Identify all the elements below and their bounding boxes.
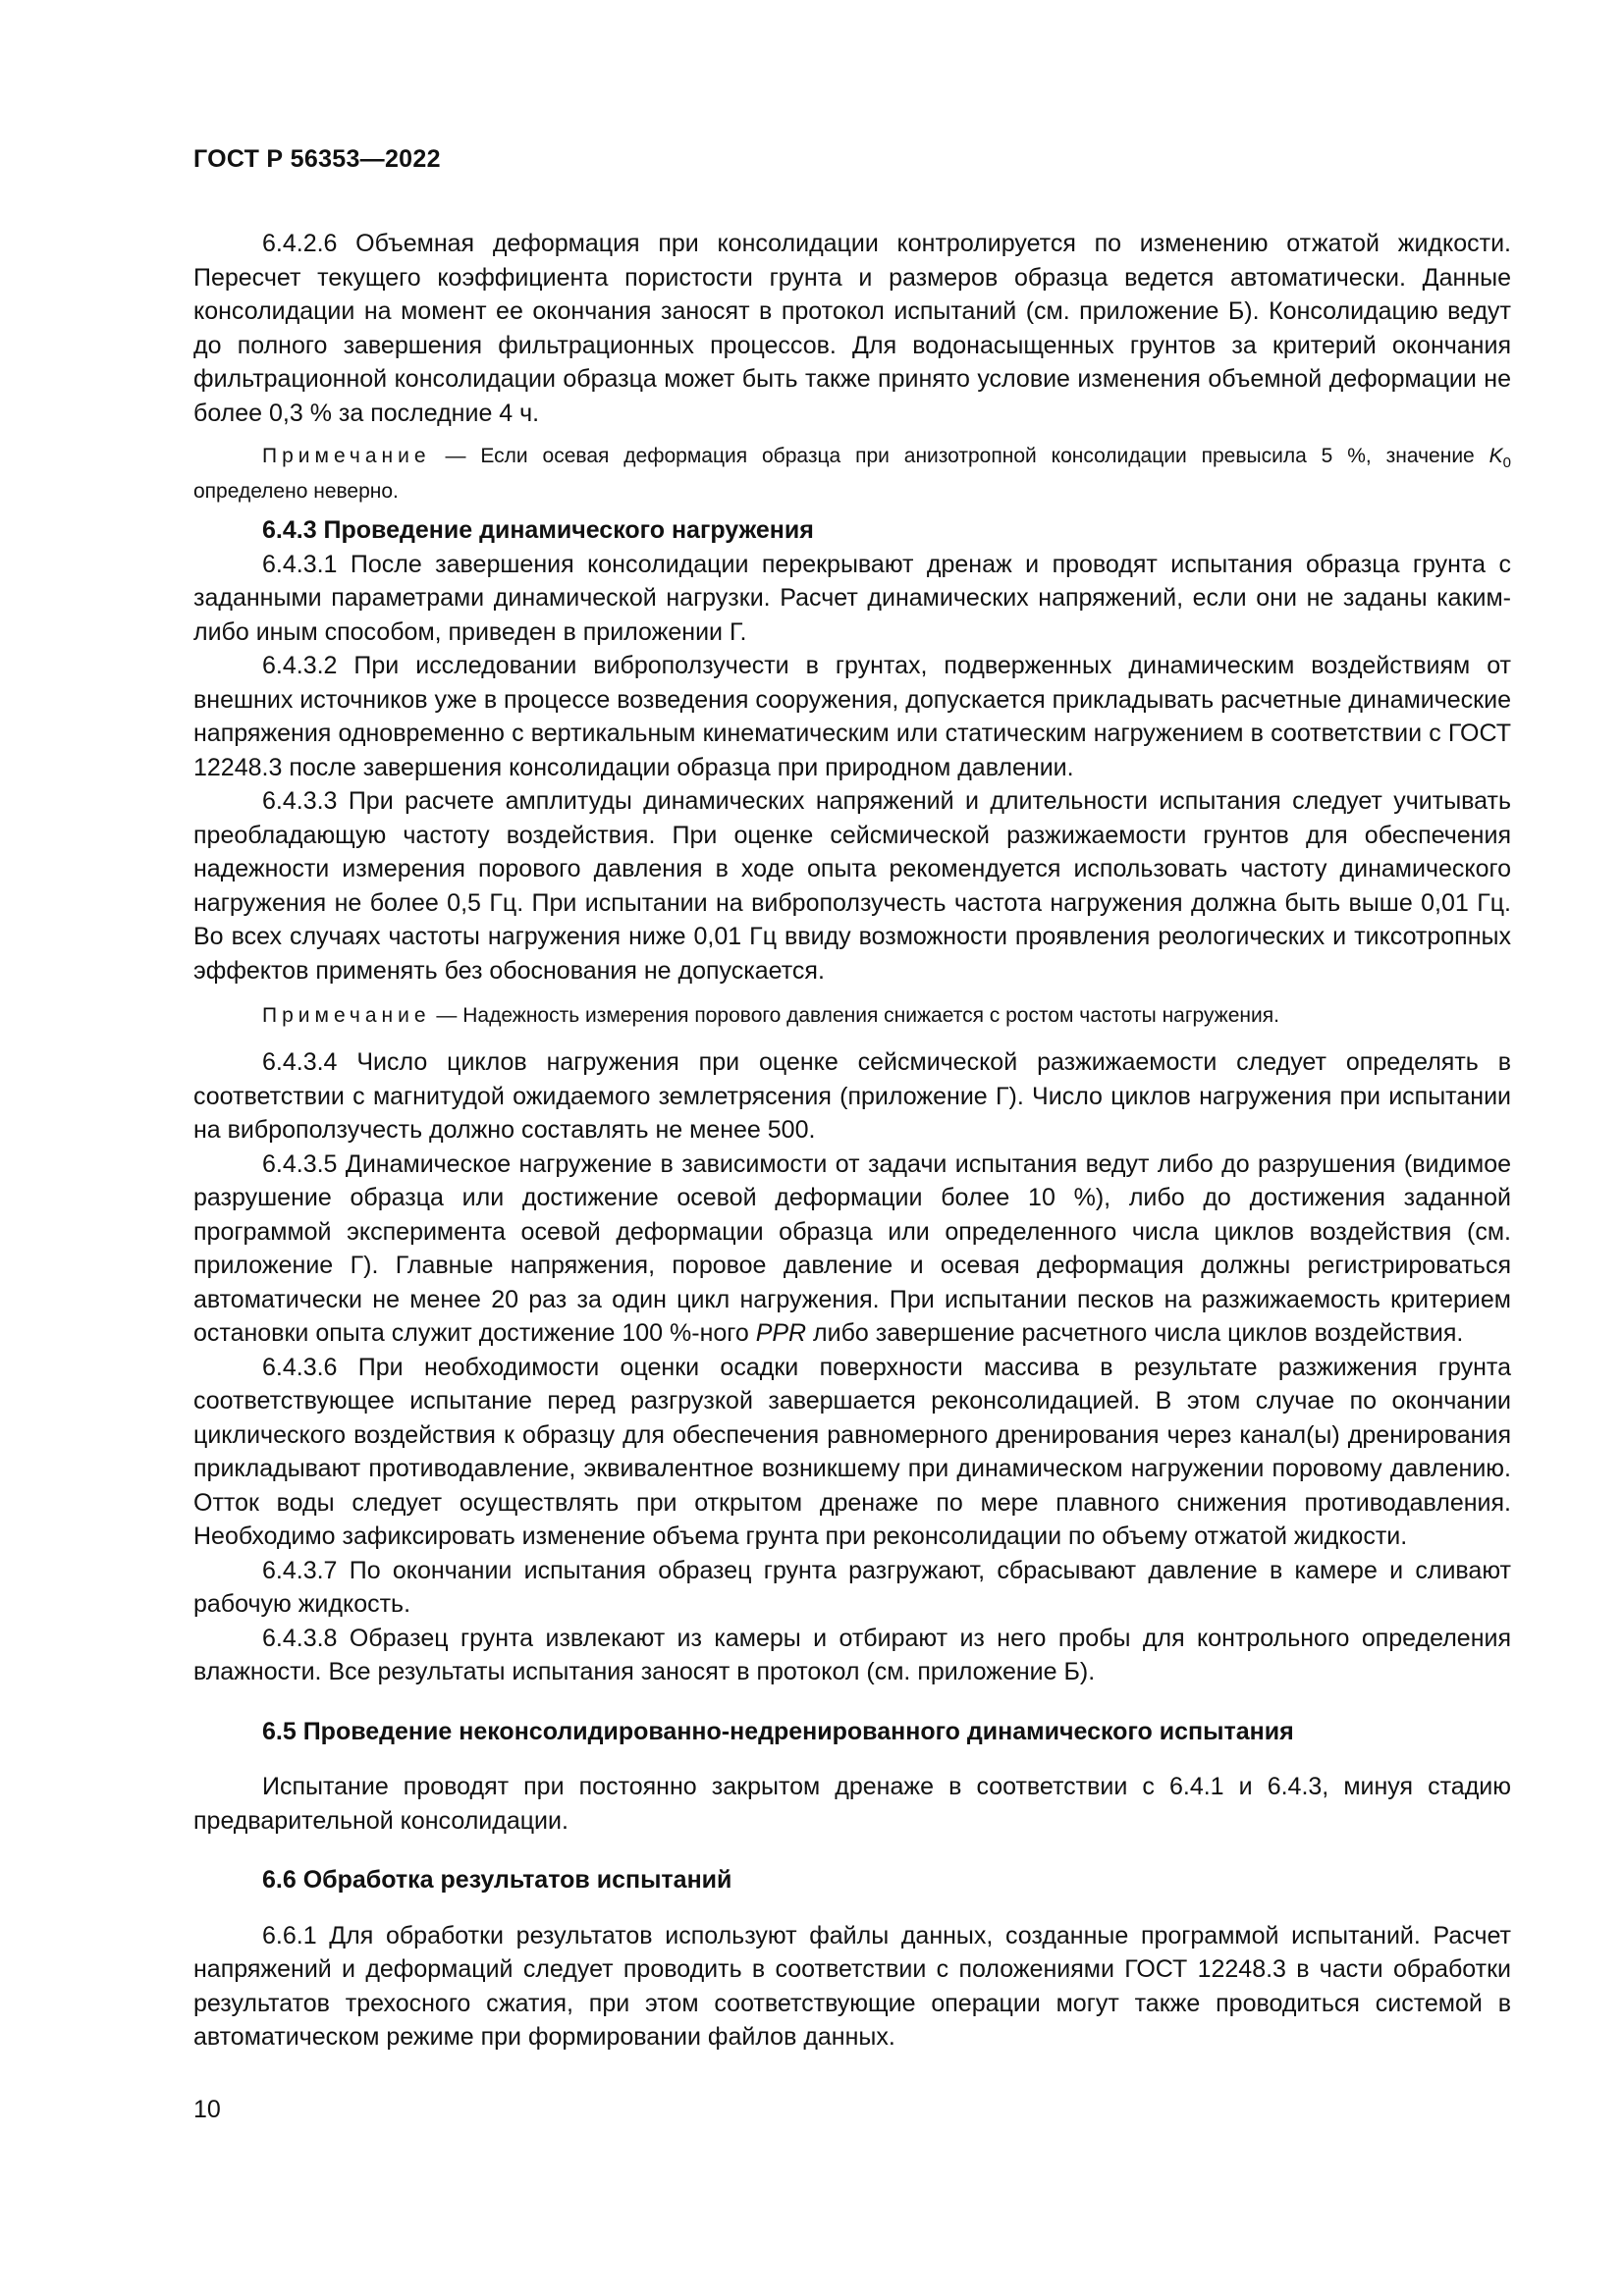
heading-6-6: 6.6 Обработка результатов испытаний — [262, 1866, 732, 1894]
document-header: ГОСТ Р 56353—2022 — [193, 145, 441, 173]
paragraph-6-4-3-4: 6.4.3.4 Число циклов нагружения при оценке сейсмической разжижаемости следует определять в соответствии с магнитудой ожидаемого землетрясения (приложение Г). Число циклов нагружения при испытании на виброползучесть должно составлять не менее 500. — [193, 1048, 1511, 1144]
note-1-text-b: определено неверно. — [193, 480, 399, 503]
note-2-text: — Надежность измерения порового давления снижается с ростом частоты нагружения. — [430, 1004, 1279, 1027]
paragraph-6-4-3-6: 6.4.3.6 При необходимости оценки осадки поверхности массива в результате разжижения грунта соответствующее испытание перед разгрузкой завершается реконсолидацией. В этом случае по окончании циклического воздействия к образцу для обеспечения равномерного дренирования через канал(ы) дренирования прикладывают противодавление, эквивалентное возникшему при динамическом нагружении поровому давлению. Отток воды следует осуществлять при открытом дренаже по мере плавного снижения противодавления. Необходимо зафиксировать изменение объема грунта при реконсолидации по объему отжатой жидкости. — [193, 1353, 1511, 1550]
heading-6-4-3: 6.4.3 Проведение динамического нагружения — [262, 516, 814, 544]
note-1-text-a: — Если осевая деформация образца при анизотропной консолидации превысила 5 %, значение — [430, 445, 1489, 467]
document-page — [193, 145, 1511, 2055]
paragraph-6-4-3-5-text-a: 6.4.3.5 Динамическое нагружение в зависимости от задачи испытания ведут либо до разрушения (видимое разрушение образца или достижение осевой деформации более 10 %), либо до достижения заданной программой эксперимента осевой деформации образца или определенного числа циклов воздействия (см. приложение Г). Главные напряжения, поровое давление и осевая деформация должны регистрироваться автоматически не менее 20 раз за один цикл нагружения. При испытании песков на разжижаемость критерием остановки опыта служит достижение 100 %-ного — [193, 1149, 1511, 1347]
paragraph-6-4-3-5 — [193, 1148, 1511, 1351]
note-1-symbol: K — [1489, 445, 1503, 467]
page-number: 10 — [193, 2096, 221, 2123]
note-2-label: Примечание — [262, 1004, 431, 1027]
note-1 — [193, 442, 1511, 506]
paragraph-6-4-3-5-text-b: либо завершение расчетного числа циклов воздействия. — [806, 1319, 1464, 1347]
paragraph-6-6-1: 6.6.1 Для обработки результатов используют файлы данных, созданные программой испытаний. Расчет напряжений и деформаций следует проводить в соответствии с положениями ГОСТ 12248.3 в части обработки результатов трехосного сжатия, при этом соответствующие операции могут также проводиться системой в автоматическом режиме при формировании файлов данных. — [193, 1921, 1511, 2051]
paragraph-6-4-3-3: 6.4.3.3 При расчете амплитуды динамических напряжений и длительности испытания следует учитывать преобладающую частоту воздействия. При оценке сейсмической разжижаемости грунтов для обеспечения надежности измерения порового давления в ходе опыта рекомендуется использовать частоту динамического нагружения не более 0,5 Гц. При испытании на виброползучесть частота нагружения должна быть выше 0,01 Гц. Во всех случаях частоты нагружения ниже 0,01 Гц ввиду возможности проявления реологических и тиксотропных эффектов применять без обоснования не допускается. — [193, 787, 1511, 985]
note-1-subscript: 0 — [1502, 454, 1511, 471]
paragraph-6-4-2-6: 6.4.2.6 Объемная деформация при консолидации контролируется по изменению отжатой жидкости. Пересчет текущего коэффициента пористости грунта и размеров образца ведется автоматически. Данные консолидации на момент ее окончания заносят в протокол испытаний (см. приложение Б). Консолидацию ведут до полного завершения фильтрационных процессов. Для водонасыщенных грунтов за критерий окончания фильтрационной консолидации образца может быть также принято условие изменения объемной деформации не более 0,3 % за последние 4 ч. — [193, 230, 1511, 427]
paragraph-6-5: Испытание проводят при постоянно закрытом дренаже в соответствии с 6.4.1 и 6.4.3, минуя стадию предварительной консолидации. — [193, 1773, 1511, 1835]
note-1-label: Примечание — [262, 445, 431, 467]
heading-6-5: 6.5 Проведение неконсолидированно-недренированного динамического испытания — [262, 1717, 1294, 1745]
paragraph-6-4-3-7: 6.4.3.7 По окончании испытания образец грунта разгружают, сбрасывают давление в камере и сливают рабочую жидкость. — [193, 1556, 1511, 1618]
paragraph-6-4-3-8: 6.4.3.8 Образец грунта извлекают из камеры и отбирают из него пробы для контрольного определения влажности. Все результаты испытания заносят в протокол (см. приложение Б). — [193, 1624, 1511, 1685]
note-2 — [193, 1001, 1511, 1030]
paragraph-6-4-3-1: 6.4.3.1 После завершения консолидации перекрывают дренаж и проводят испытания образца грунта с заданными параметрами динамической нагрузки. Расчет динамических напряжений, если они не заданы каким-либо иным способом, приведен в приложении Г. — [193, 550, 1511, 646]
paragraph-6-4-3-2: 6.4.3.2 При исследовании виброползучести в грунтах, подверженных динамическим воздействиям от внешних источников уже в процессе возведения сооружения, допускается прикладывать расчетные динамические напряжения одновременно с вертикальным кинематическим или статическим нагружением в соответствии с ГОСТ 12248.3 после завершения консолидации образца при природном давлении. — [193, 652, 1511, 781]
ppr-term: PPR — [755, 1319, 807, 1347]
